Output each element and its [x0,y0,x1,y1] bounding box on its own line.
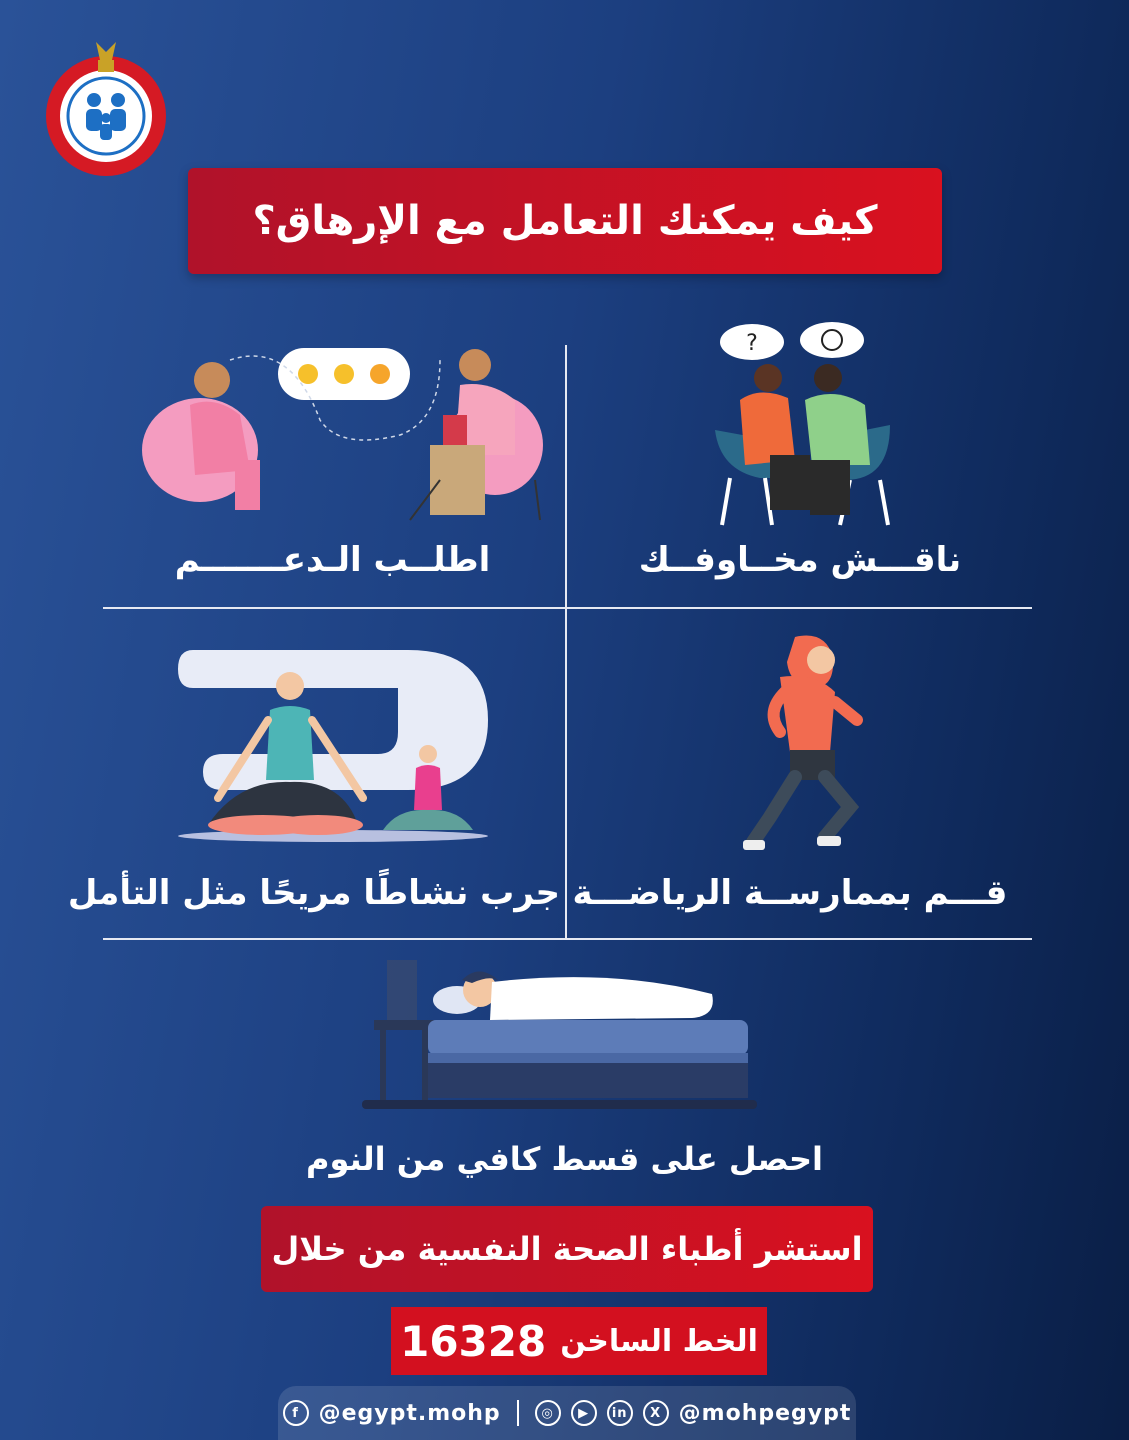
linkedin-icon[interactable]: in [607,1400,633,1426]
instagram-icon[interactable]: ◎ [535,1400,561,1426]
tip-label-exercise: قـــم بممارســة الرياضـــة [572,873,1008,913]
consult-banner: استشر أطباء الصحة النفسية من خلال [261,1206,873,1292]
tip-label-discuss: ناقـــش مخــاوفــك [638,540,962,580]
tip-label-meditation: جرب نشاطًا مريحًا مثل التأمل [67,873,560,913]
page-title: كيف يمكنك التعامل مع الإرهاق؟ [188,168,942,274]
facebook-handle[interactable]: @egypt.mohp [318,1400,501,1426]
facebook-icon[interactable]: f [283,1400,309,1426]
grid-divider-horizontal-2 [103,938,1032,940]
social-divider [517,1400,519,1426]
sleeping-person-icon [362,958,757,1113]
youtube-icon[interactable]: ▶ [571,1400,597,1426]
social-bar [278,1386,856,1440]
tip-label-support: اطلــب الـدعـــــــم [174,540,491,580]
x-icon[interactable]: X [643,1400,669,1426]
runner-icon [735,632,865,867]
grid-divider-horizontal-1 [103,607,1032,609]
two-people-talking-icon [700,320,910,530]
hotline-number[interactable]: 16328 [400,1316,547,1366]
meditation-icon [178,650,488,850]
social-handle[interactable]: @mohpegypt [678,1400,852,1426]
svg-text:?: ? [746,331,758,356]
ministry-logo [42,38,170,178]
sleep-label: احصل على قسط كافي من النوم [305,1140,824,1178]
hotline-label: الخط الساخن [560,1323,758,1359]
grid-divider-vertical [565,345,567,940]
hotline-banner [391,1307,767,1375]
therapy-session-icon [140,340,550,525]
